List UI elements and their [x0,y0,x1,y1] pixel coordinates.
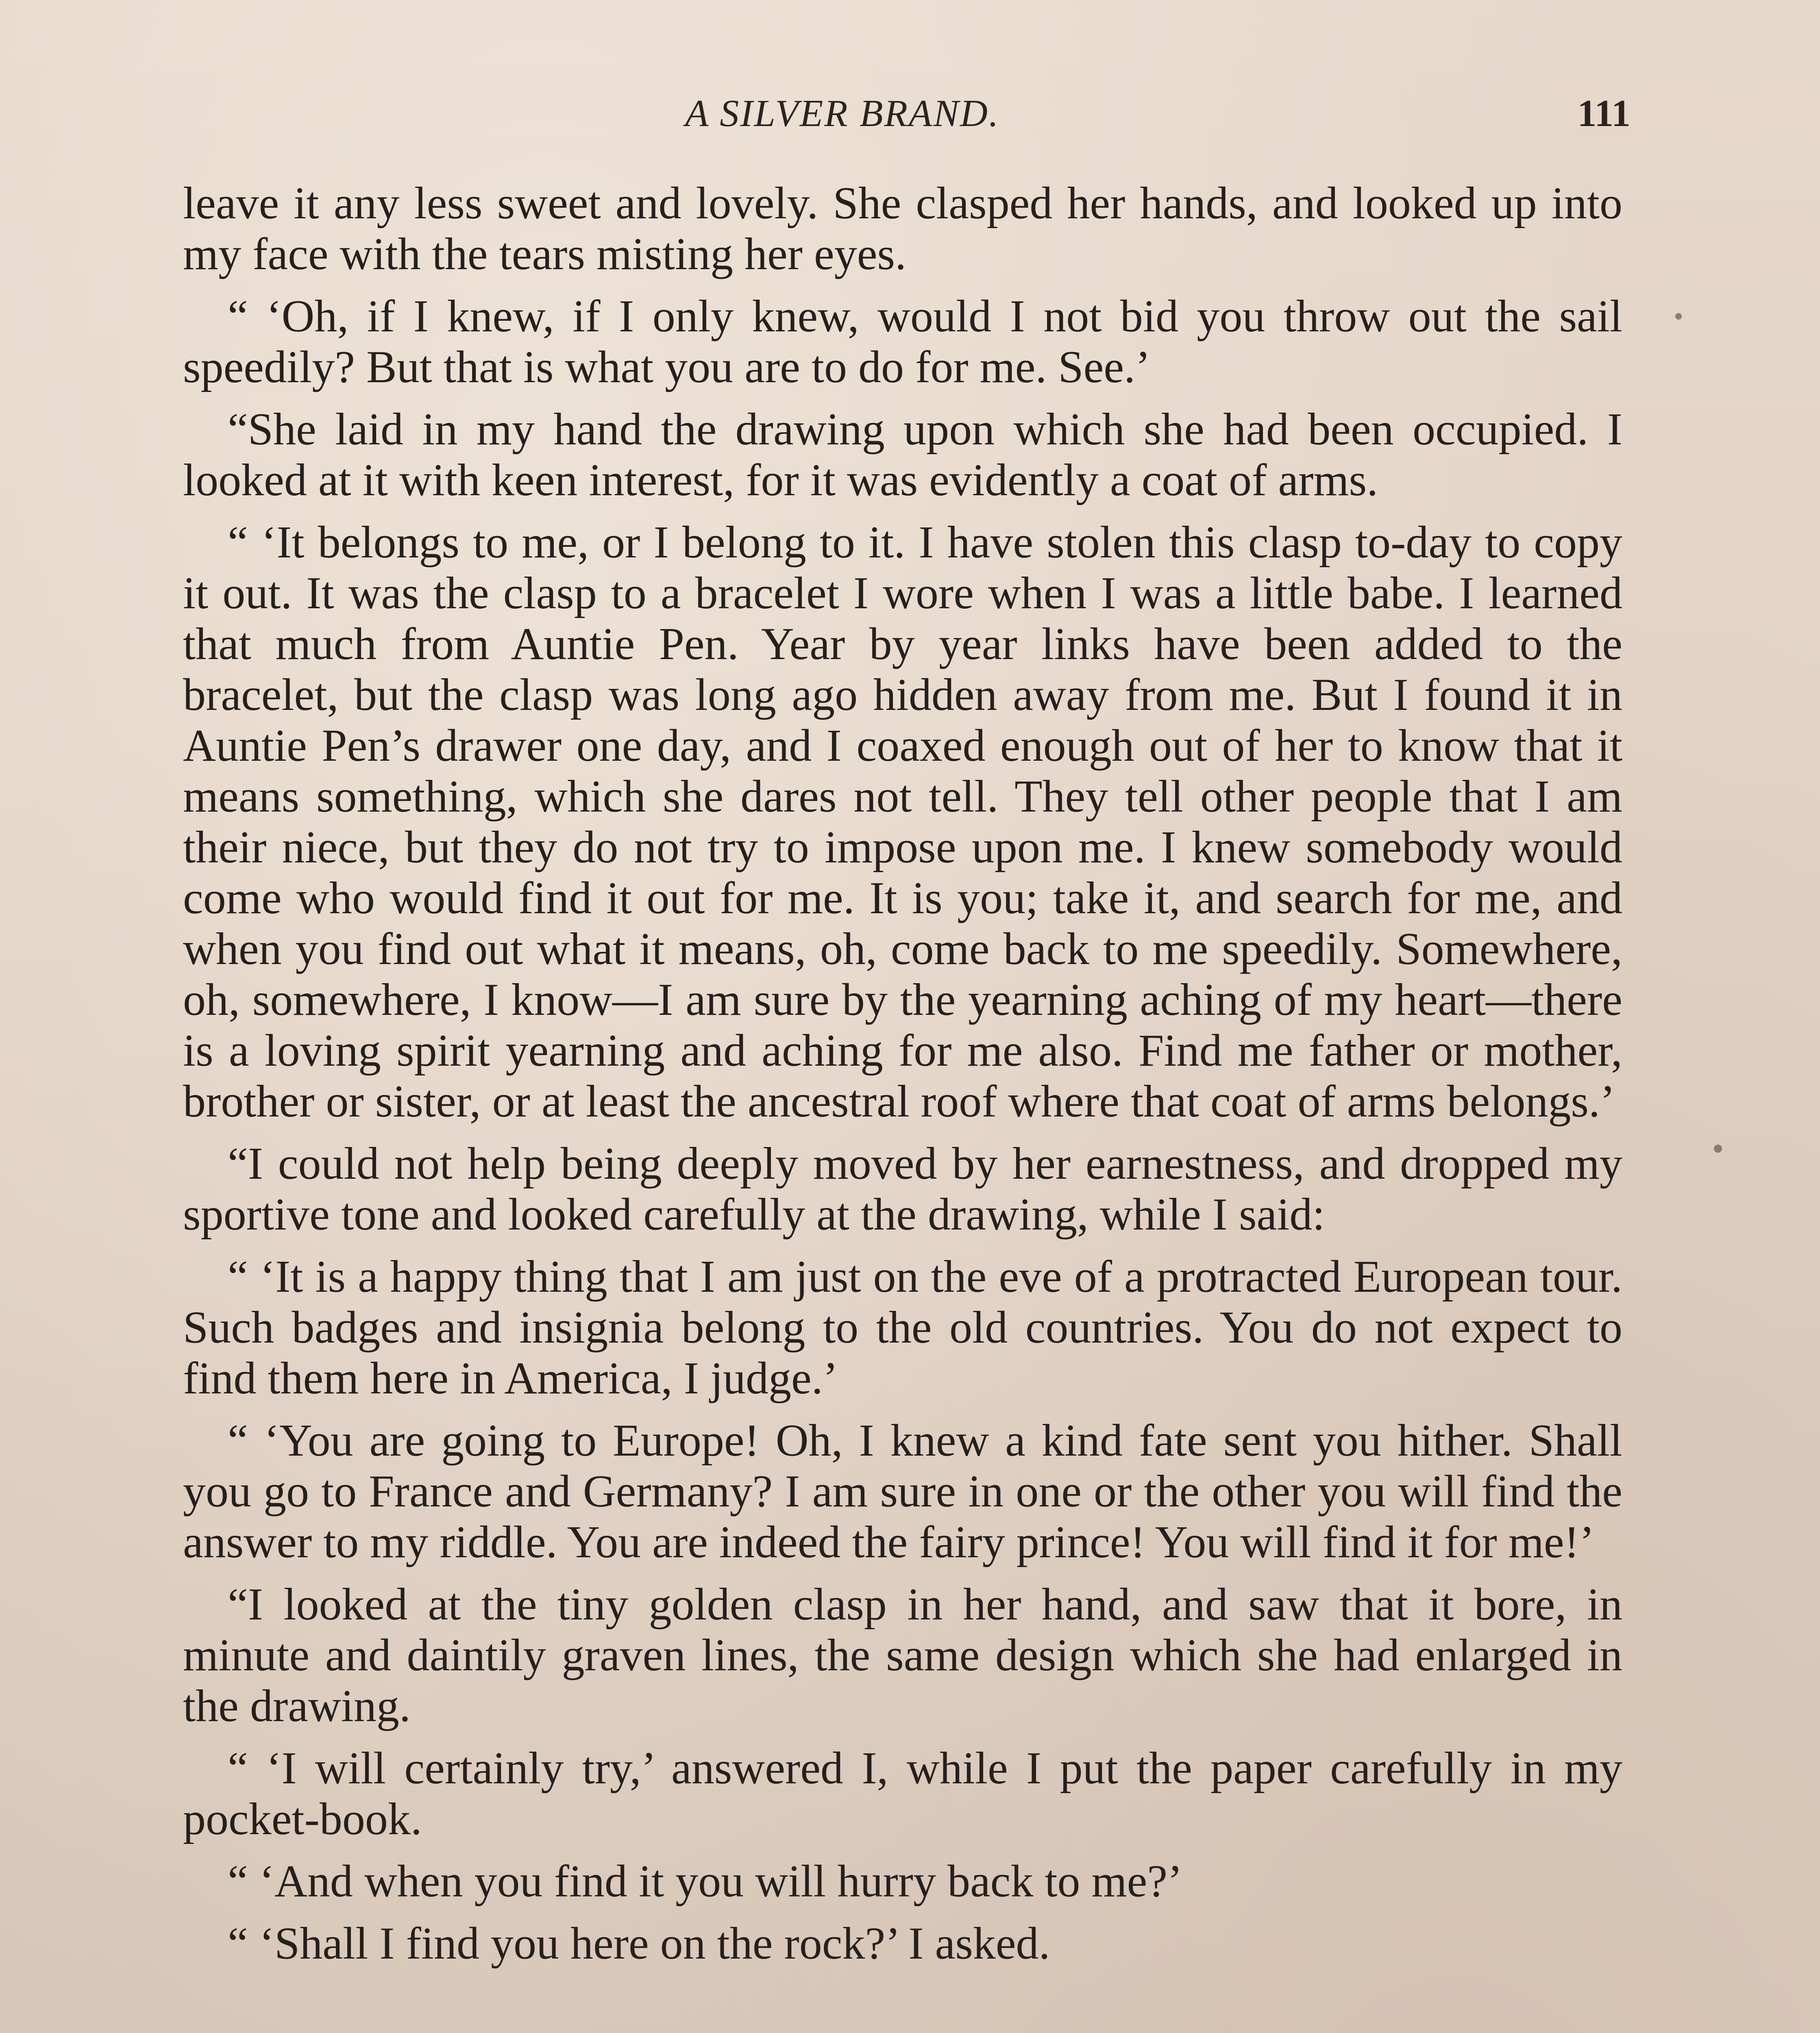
paragraph: “ ‘Shall I find you here on the rock?’ I asked. [228,1918,1050,1969]
paragraph: leave it any less sweet and lovely. She clasped her hands, and looked up into my face with the tears misting her eyes. [183,178,1622,279]
body-text [183,178,1622,1981]
page-number: 111 [1577,92,1631,135]
paragraph: “ ‘It is a happy thing that I am just on the eve of a protracted European tour. Such badges and insignia belong to the old countries. You do not expect to find them here in America, I judge.’ [183,1252,1622,1404]
running-head [191,91,1631,144]
paragraph: “ ‘I will certainly try,’ answered I, while I put the paper carefully in my pocket-book. [183,1743,1622,1844]
paragraph: “I could not help being deeply moved by her earnestness, and dropped my sportive tone and looked carefully at the drawing, while I said: [183,1138,1622,1240]
paragraph: “I looked at the tiny golden clasp in her hand, and saw that it bore, in minute and daintily graven lines, the same design which she had enlarged in the drawing. [183,1579,1622,1731]
paragraph: “ ‘You are going to Europe! Oh, I knew a kind fate sent you hither. Shall you go to France and Germany? I am sure in one or the other you will find the answer to my riddle. You are indeed the fairy prince! You will find it for me!’ [183,1415,1622,1567]
paper-speck [1714,1145,1722,1153]
paper-speck [1675,313,1682,320]
paragraph: “ ‘It belongs to me, or I belong to it. I have stolen this clasp to-day to copy it out. It was the clasp to a bracelet I wore when I was a little babe. I learned that much from Auntie Pen. Year by year links have been added to the bracelet, but the clasp was long ago hidden away from me. But I found it in Auntie Pen’s drawer one day, and I coaxed enough out of her to know that it means something, which she dares not tell. They tell other people that I am their niece, but they do not try to impose upon me. I knew somebody would come who would find it out for me. It is you; take it, and search for me, and when you find out what it means, oh, come back to me speedily. Somewhere, oh, somewhere, I know—I am sure by the yearning aching of my heart—there is a loving spirit yearning and aching for me also. Find me father or mother, brother or sister, or at least the ancestral roof where that coat of arms belongs.’ [183,517,1622,1127]
running-title: A SILVER BRAND. [685,92,1000,135]
paragraph: “ ‘And when you find it you will hurry back to me?’ [228,1856,1183,1907]
paragraph: “ ‘Oh, if I knew, if I only knew, would I not bid you throw out the sail speedily? But that is what you are to do for me. See.’ [183,291,1622,392]
paragraph: “She laid in my hand the drawing upon which she had been occupied. I looked at it with keen interest, for it was evidently a coat of arms. [183,404,1622,505]
